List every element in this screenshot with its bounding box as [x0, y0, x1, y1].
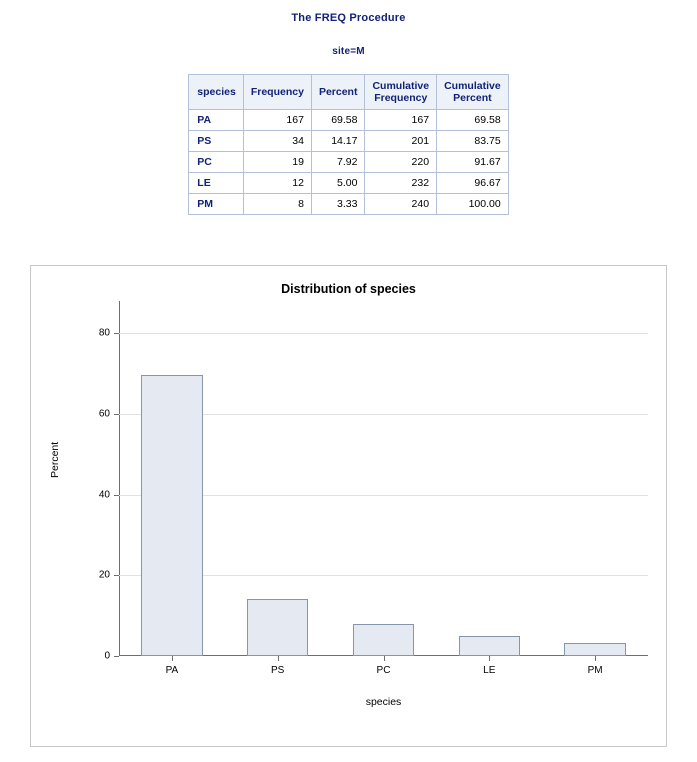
table-row — [189, 152, 508, 173]
table-row — [189, 131, 508, 152]
y-tick-label: 80 — [98, 327, 110, 339]
y-tick-label: 20 — [98, 569, 110, 581]
frequency-table-container — [0, 74, 697, 215]
table-row — [189, 110, 508, 131]
bar-chart-panel — [30, 265, 667, 747]
column-header-percent: Percent — [311, 75, 365, 110]
cell-species: LE — [189, 173, 244, 194]
cum-percent-line1: Cumulative — [444, 80, 501, 92]
cell-frequency: 167 — [243, 110, 311, 131]
table-body — [189, 110, 508, 215]
column-header-cumulative-frequency — [365, 75, 437, 110]
cum-percent-line2: Percent — [453, 92, 492, 105]
procedure-title: The FREQ Procedure — [291, 12, 406, 24]
bar-PS — [247, 599, 308, 656]
cell-cumulative-frequency: 220 — [365, 152, 437, 173]
y-tick-label: 60 — [98, 408, 110, 420]
cell-percent: 3.33 — [311, 194, 365, 215]
cell-percent: 5.00 — [311, 173, 365, 194]
frequency-table — [188, 74, 508, 215]
bar-series — [119, 301, 648, 656]
chart-title: Distribution of species — [281, 282, 416, 296]
cell-percent: 14.17 — [311, 131, 365, 152]
table-header — [189, 75, 508, 110]
cum-frequency-line1: Cumulative — [372, 80, 430, 92]
cell-cumulative-percent: 96.67 — [437, 173, 509, 194]
cell-cumulative-percent: 83.75 — [437, 131, 509, 152]
x-axis-label: species — [365, 696, 402, 708]
cell-species: PS — [189, 131, 244, 152]
cell-cumulative-percent: 91.67 — [437, 152, 509, 173]
y-axis-label: Percent — [49, 441, 61, 478]
y-tick-label: 40 — [98, 489, 110, 501]
cell-cumulative-frequency: 167 — [365, 110, 437, 131]
x-tick-mark — [172, 656, 173, 661]
bar-PA — [141, 375, 202, 656]
x-tick-label: PA — [165, 665, 179, 676]
y-tick-label: 0 — [104, 650, 110, 662]
plot-area — [98, 301, 648, 676]
column-header-frequency: Frequency — [243, 75, 311, 110]
table-header-row — [189, 75, 508, 110]
cell-frequency: 19 — [243, 152, 311, 173]
cell-percent: 7.92 — [311, 152, 365, 173]
x-tick-mark — [489, 656, 490, 661]
table-row — [189, 173, 508, 194]
column-header-species: species — [189, 75, 244, 110]
x-tick-mark — [595, 656, 596, 661]
cell-frequency: 34 — [243, 131, 311, 152]
x-tick-label: PS — [271, 665, 285, 676]
cell-percent: 69.58 — [311, 110, 365, 131]
column-header-cumulative-percent — [437, 75, 509, 110]
cell-species: PC — [189, 152, 244, 173]
group-title: site=M — [332, 46, 365, 57]
cum-frequency-line2: Frequency — [374, 92, 428, 105]
cell-cumulative-frequency: 240 — [365, 194, 437, 215]
cell-cumulative-frequency: 232 — [365, 173, 437, 194]
cell-cumulative-frequency: 201 — [365, 131, 437, 152]
bar-LE — [459, 636, 520, 656]
x-tick-label: LE — [483, 665, 496, 676]
cell-cumulative-percent: 100.00 — [437, 194, 509, 215]
bar-PM — [564, 643, 625, 656]
table-row — [189, 194, 508, 215]
x-tick-label: PC — [376, 665, 391, 676]
cell-cumulative-percent: 69.58 — [437, 110, 509, 131]
cell-frequency: 8 — [243, 194, 311, 215]
bar-PC — [353, 624, 414, 656]
cell-species: PM — [189, 194, 244, 215]
x-tick-mark — [384, 656, 385, 661]
x-tick-mark — [278, 656, 279, 661]
cell-species: PA — [189, 110, 244, 131]
x-tick-label: PM — [587, 665, 603, 676]
cell-frequency: 12 — [243, 173, 311, 194]
y-tick-mark — [114, 656, 119, 657]
